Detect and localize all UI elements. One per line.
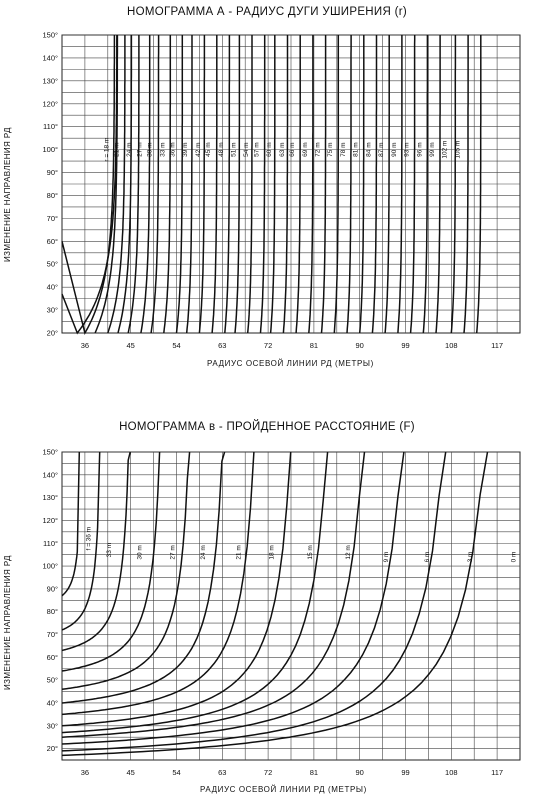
chart-b-y-tick: 100°	[42, 561, 58, 571]
chart-a-y-axis-label: ИЗМЕНЕНИЕ НАПРАВЛЕНИЯ РД	[3, 127, 12, 262]
chart-b-series-label: 12 m	[345, 545, 353, 560]
chart-a-x-axis-label: РАДИУС ОСЕВОЙ ЛИНИИ РД (МЕТРЫ)	[207, 359, 374, 368]
chart-b-x-tick: 99	[401, 768, 410, 777]
chart-a-series-label: 63 m	[278, 142, 286, 157]
chart-a-series-label: 30 m	[146, 142, 154, 157]
chart-b-y-tick: 50°	[46, 675, 58, 685]
chart-b-x-tick: 72	[263, 768, 273, 777]
chart-b-y-tick: 40°	[46, 698, 58, 708]
chart-a-series-label: 102 m	[441, 140, 449, 159]
chart-b-x-tick: 117	[491, 768, 504, 777]
chart-a-y-tick: 110°	[43, 122, 58, 132]
chart-b-y-tick: 80°	[46, 607, 58, 617]
chart-b-y-tick: 150°	[42, 447, 58, 457]
chart-a-x-tick: 99	[401, 341, 410, 350]
chart-a-y-tick: 80°	[46, 190, 58, 200]
chart-a-series-label: 39 m	[182, 142, 190, 157]
chart-b-x-axis-label: РАДИУС ОСЕВОЙ ЛИНИИ РД (МЕТРЫ)	[200, 785, 367, 794]
chart-b-curve	[62, 452, 190, 689]
chart-a-series-label: 75 m	[327, 142, 335, 157]
chart-b-curve	[62, 452, 100, 630]
chart-b-x-tick: 90	[355, 768, 364, 777]
chart-a-y-tick: 90°	[46, 168, 58, 178]
chart-b-y-tick: 20°	[46, 744, 58, 754]
chart-b-series-label: 9 m	[383, 551, 391, 563]
chart-a-series-label: 33 m	[159, 142, 167, 157]
chart-a-x-tick: 36	[80, 341, 90, 350]
chart-a-series-label: 60 m	[266, 142, 274, 157]
chart-b-series-label: f = 36 m	[85, 526, 93, 551]
chart-b-y-axis-label: ИЗМЕНЕНИЕ НАПРАВЛЕНИЯ РД	[3, 555, 12, 690]
chart-a-series-label: 24 m	[126, 142, 134, 157]
chart-a-series-label: 48 m	[217, 142, 225, 157]
chart-a-series-label: 72 m	[314, 142, 322, 157]
chart-a-y-tick: 130°	[42, 76, 58, 86]
chart-b-series-label: 21 m	[235, 545, 243, 560]
chart-a-series-label: 45 m	[205, 142, 213, 157]
chart-b-curve	[62, 452, 404, 744]
chart-b-y-tick: 130°	[42, 493, 58, 503]
chart-a-x-tick: 72	[263, 341, 273, 350]
chart-b-x-tick: 63	[218, 768, 227, 777]
chart-a-y-tick: 70°	[46, 213, 58, 223]
chart-b-y-tick: 140°	[42, 470, 58, 480]
chart-b-series-label: 18 m	[268, 545, 276, 560]
chart-b-curve	[62, 452, 365, 737]
chart-b-x-tick: 108	[445, 768, 458, 777]
chart-a-series-label: 90 m	[390, 142, 398, 157]
chart-a-series-label: 69 m	[301, 142, 309, 157]
chart-b-curve	[62, 452, 446, 751]
chart-a-x-tick: 81	[309, 341, 319, 350]
chart-a-series-label: 21 m	[113, 142, 121, 157]
chart-a-x-tick: 54	[172, 341, 181, 350]
chart-a-series-label: 84 m	[365, 142, 373, 157]
chart-b-y-tick: 90°	[46, 584, 58, 594]
chart-b-series-label: 30 m	[136, 545, 144, 560]
chart-b-y-tick: 70°	[46, 630, 58, 640]
chart-b-title: НОМОГРАММА в - ПРОЙДЕННОЕ РАССТОЯНИЕ (F)	[119, 421, 415, 433]
chart-a-series-label: 66 m	[289, 142, 297, 157]
chart-a-y-tick: 50°	[46, 259, 58, 269]
chart-b-series-label: 0 m	[510, 551, 518, 563]
chart-b-y-tick: 110°	[43, 538, 58, 548]
chart-a-x-tick: 90	[355, 341, 364, 350]
chart-a-y-tick: 30°	[46, 305, 58, 315]
chart-b-x-tick: 54	[172, 768, 181, 777]
chart-a-y-tick: 20°	[46, 328, 58, 338]
chart-b-y-tick: 60°	[46, 652, 58, 662]
chart-a-y-tick: 40°	[46, 282, 58, 292]
chart-a-title: НОМОГРАММА А - РАДИУС ДУГИ УШИРЕНИЯ (r)	[127, 6, 407, 18]
chart-b-series-label: 27 m	[169, 545, 177, 560]
chart-a-x-tick: 108	[445, 341, 458, 350]
chart-a-x-tick: 117	[491, 341, 504, 350]
chart-a-series-label: 87 m	[378, 142, 386, 157]
chart-b-x-tick: 45	[126, 768, 135, 777]
chart-a-series-label: 36 m	[169, 142, 177, 157]
chart-a-x-tick: 63	[218, 341, 227, 350]
chart-a-y-tick: 120°	[42, 99, 58, 109]
chart-b-x-tick: 81	[309, 768, 319, 777]
chart-a-series-label: 42 m	[194, 142, 202, 157]
chart-b-y-tick: 30°	[46, 721, 58, 731]
chart-a-series-label: 93 m	[403, 142, 411, 157]
chart-b-series-label: 3 m	[467, 551, 475, 563]
chart-a-series-label: 99 m	[428, 142, 436, 157]
chart-b-series-label: 24 m	[199, 545, 207, 560]
chart-a-y-tick: 140°	[42, 53, 58, 63]
chart-a-series-label: 57 m	[253, 142, 261, 157]
chart-a-series-label: 54 m	[243, 142, 251, 157]
chart-b-series-label: 6 m	[423, 551, 431, 563]
chart-a-series-label: 105 m	[454, 140, 462, 159]
chart-b-x-tick: 36	[80, 768, 90, 777]
chart-a-series-label: r = 18 m	[103, 137, 111, 162]
chart-a-series-label: 78 m	[339, 142, 347, 157]
chart-a-series-label: 96 m	[416, 142, 424, 157]
chart-a-y-tick: 60°	[46, 236, 58, 246]
chart-b-curve	[62, 452, 79, 596]
chart-a-series-label: 51 m	[230, 142, 238, 157]
chart-b-series-label: 33 m	[105, 542, 113, 558]
chart-a-y-tick: 100°	[42, 145, 58, 155]
chart-a-series-label: 27 m	[136, 142, 144, 157]
chart-a-y-tick: 150°	[42, 30, 58, 40]
chart-a-x-tick: 45	[126, 341, 135, 350]
chart-b-y-tick: 120°	[42, 515, 58, 525]
chart-a-series-label: 81 m	[352, 142, 360, 157]
chart-b-series-label: 15 m	[306, 545, 314, 560]
